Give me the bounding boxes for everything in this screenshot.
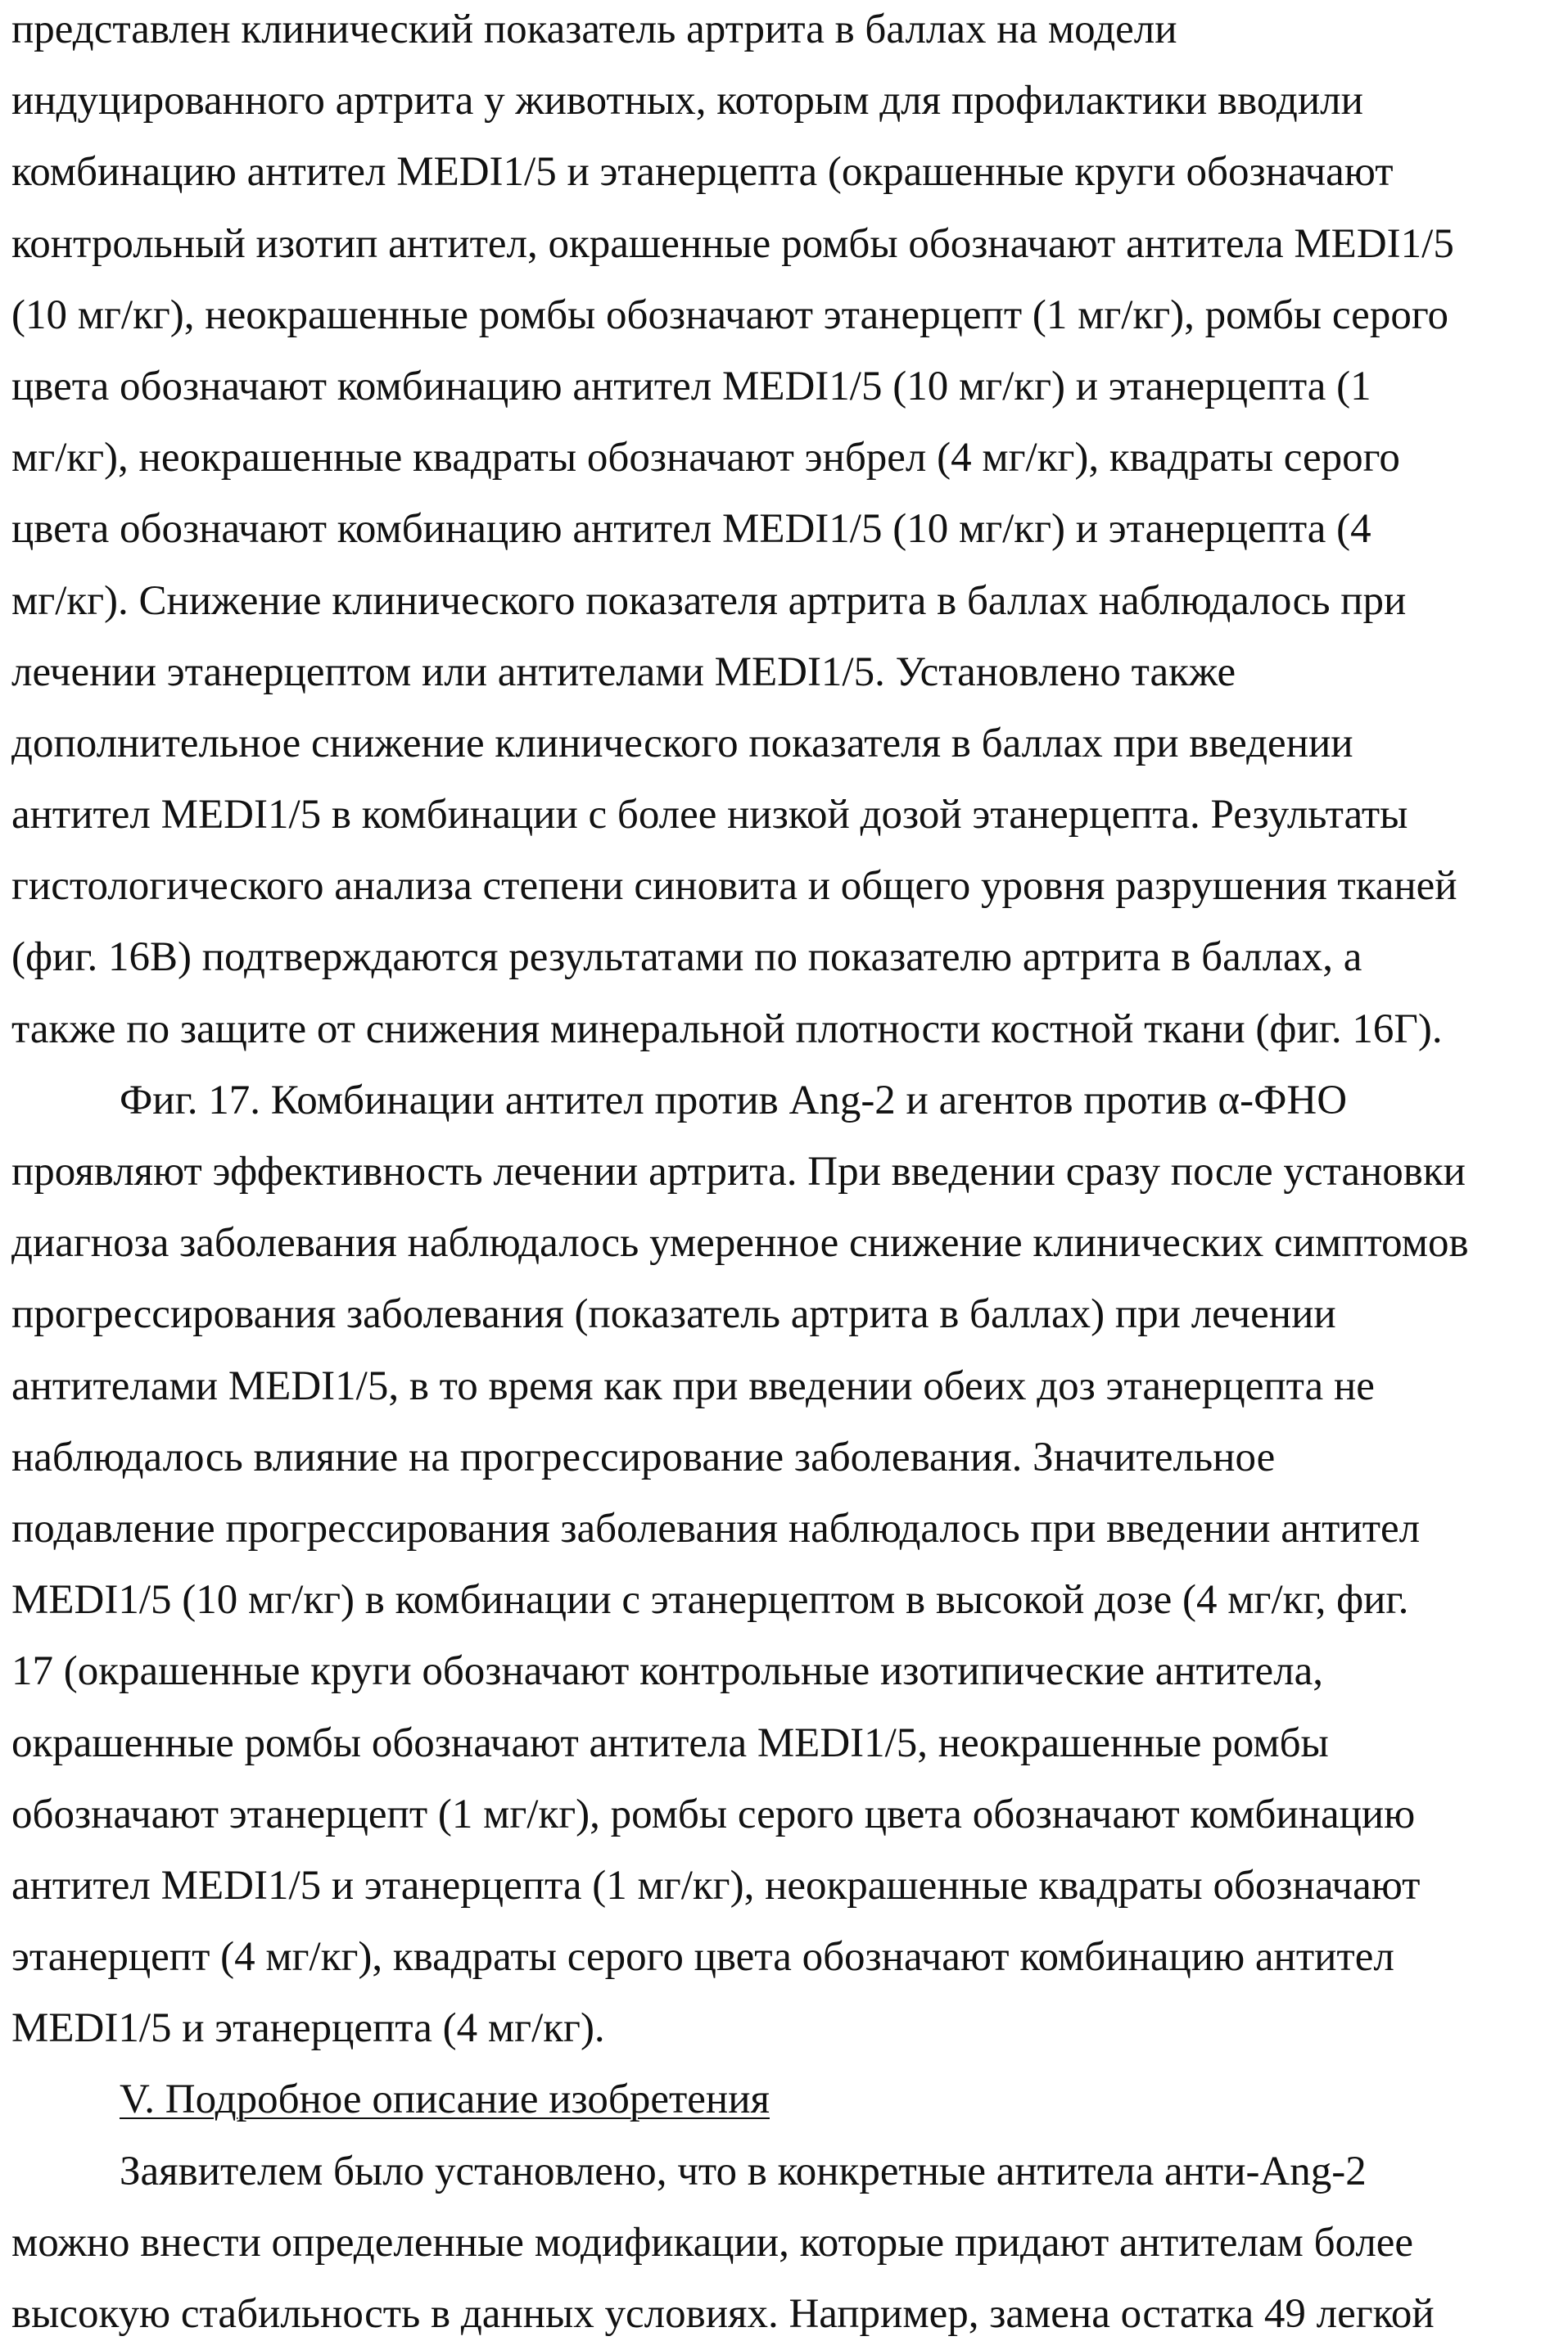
line-text: прогрессирования заболевания (показатель артрита в баллах) при лечении [11, 1291, 1336, 1337]
text-line [11, 1851, 1563, 1922]
text-line [11, 137, 1563, 208]
line-text: Фиг. 17. Комбинации антител против Ang-2 и агентов против α-ФНО [120, 1078, 1347, 1123]
line-text: антителами MEDI1/5, в то время как при введении обеих доз этанерцепта не [11, 1363, 1375, 1409]
line-text: V. Подробное описание изобретения [120, 2077, 770, 2122]
paragraph [11, 1065, 1563, 2065]
text-line [11, 994, 1563, 1065]
text-line [11, 1708, 1563, 1779]
line-text: MEDI1/5 и этанерцепта (4 мг/кг). [11, 2005, 605, 2051]
text-line [11, 1779, 1563, 1851]
line-text: цвета обозначают комбинацию антител MEDI1/5 (10 мг/кг) и этанерцепта (1 [11, 364, 1371, 409]
text-line [11, 280, 1563, 351]
text-line [11, 1565, 1563, 1636]
line-text: лечении этанерцептом или антителами MEDI1/5. Установлено также [11, 649, 1236, 695]
line-text: этанерцепт (4 мг/кг), квадраты серого цвета обозначают комбинацию антител [11, 1934, 1394, 1980]
text-line [11, 1494, 1563, 1565]
line-text: диагноза заболевания наблюдалось умеренное снижение клинических симптомов [11, 1220, 1469, 1266]
text-line [11, 1279, 1563, 1350]
line-text: антител MEDI1/5 и этанерцепта (1 мг/кг), неокрашенные квадраты обозначают [11, 1863, 1420, 1909]
text-line [11, 566, 1563, 637]
line-text: мг/кг), неокрашенные квадраты обозначают энбрел (4 мг/кг), квадраты серого [11, 435, 1400, 481]
line-text: индуцированного артрита у животных, которым для профилактики вводили [11, 78, 1363, 124]
text-line [11, 423, 1563, 494]
line-text: Заявителем было установлено, что в конкретные антитела анти-Ang-2 [120, 2149, 1367, 2194]
text-line [11, 66, 1563, 137]
text-line [11, 851, 1563, 922]
line-text: гистологического анализа степени синовита и общего уровня разрушения тканей [11, 863, 1457, 909]
line-text: антител MEDI1/5 в комбинации с более низкой дозой этанерцепта. Результаты [11, 792, 1408, 838]
text-line [11, 1636, 1563, 1707]
text-line [11, 1993, 1563, 2064]
text-line [11, 2279, 1563, 2350]
text-line [11, 2208, 1563, 2279]
line-text: обозначают этанерцепт (1 мг/кг), ромбы серого цвета обозначают комбинацию [11, 1792, 1415, 1837]
line-text: комбинацию антител MEDI1/5 и этанерцепта (окрашенные круги обозначают [11, 149, 1393, 195]
line-text: наблюдалось влияние на прогрессирование заболевания. Значительное [11, 1435, 1275, 1480]
line-text: (фиг. 16В) подтверждаются результатами по показателю артрита в баллах, а [11, 934, 1362, 980]
paragraph [11, 0, 1563, 1065]
text-line [11, 1208, 1563, 1279]
text-line [11, 780, 1563, 851]
line-text: контрольный изотип антител, окрашенные ромбы обозначают антитела MEDI1/5 [11, 221, 1454, 267]
section-heading [11, 2064, 1563, 2135]
text-line [11, 1422, 1563, 1494]
line-text: можно внести определенные модификации, которые придают антителам более [11, 2220, 1413, 2266]
text-line [11, 1065, 1563, 1137]
paragraph [11, 2136, 1563, 2350]
text-line [11, 637, 1563, 708]
text-line [11, 351, 1563, 423]
line-text: дополнительное снижение клинического показателя в баллах при введении [11, 721, 1353, 766]
text-line [11, 0, 1563, 66]
line-text: MEDI1/5 (10 мг/кг) в комбинации с этанерцептом в высокой дозе (4 мг/кг, фиг. [11, 1577, 1408, 1623]
text-line [11, 922, 1563, 993]
line-text: (10 мг/кг), неокрашенные ромбы обозначают этанерцепт (1 мг/кг), ромбы серого [11, 292, 1448, 338]
line-text: подавление прогрессирования заболевания наблюдалось при введении антител [11, 1506, 1420, 1552]
text-line [11, 209, 1563, 280]
document-page [11, 0, 1563, 2350]
heading-line [11, 2064, 1563, 2135]
text-line [11, 1137, 1563, 1208]
line-text: высокую стабильность в данных условиях. Например, замена остатка 49 легкой [11, 2291, 1435, 2337]
line-text: цвета обозначают комбинацию антител MEDI1/5 (10 мг/кг) и этанерцепта (4 [11, 506, 1371, 552]
text-line [11, 1351, 1563, 1422]
text-line [11, 708, 1563, 780]
text-line [11, 1922, 1563, 1993]
line-text: также по защите от снижения минеральной плотности костной ткани (фиг. 16Г). [11, 1006, 1443, 1052]
line-text: мг/кг). Снижение клинического показателя артрита в баллах наблюдалось при [11, 578, 1406, 624]
line-text: проявляют эффективность лечении артрита. При введении сразу после установки [11, 1149, 1466, 1195]
line-text: 17 (окрашенные круги обозначают контрольные изотипические антитела, [11, 1648, 1323, 1694]
line-text: представлен клинический показатель артрита в баллах на модели [11, 7, 1177, 52]
text-line [11, 2136, 1563, 2208]
line-text: окрашенные ромбы обозначают антитела MEDI1/5, неокрашенные ромбы [11, 1720, 1329, 1766]
text-line [11, 494, 1563, 565]
